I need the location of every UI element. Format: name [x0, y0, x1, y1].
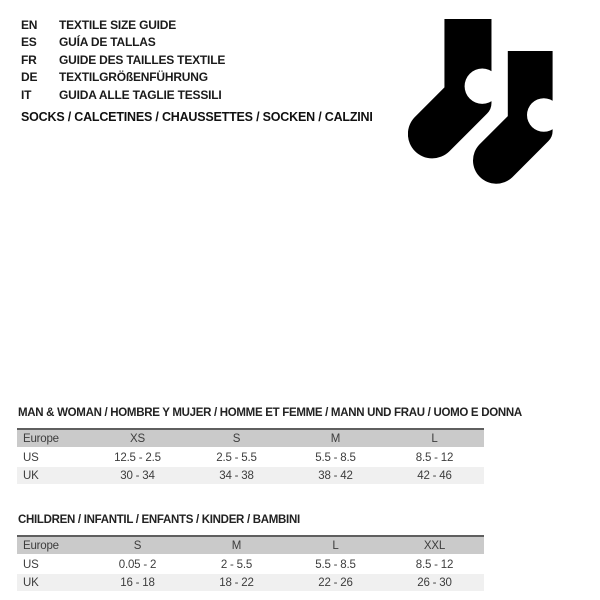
language-code: IT: [21, 87, 32, 102]
guide-title-en: TEXTILE SIZE GUIDE: [59, 18, 177, 32]
row-label: US: [17, 449, 88, 467]
row-label: UK: [17, 467, 88, 485]
column-header-size: M: [286, 430, 385, 449]
column-header-region: Europe: [17, 430, 88, 449]
list-item: [21, 69, 225, 86]
size-value: 34 - 38: [187, 467, 286, 485]
column-header-size: XS: [88, 430, 187, 449]
row-label: UK: [17, 574, 88, 592]
category-heading-socks: SOCKS / CALCETINES / CHAUSSETTES / SOCKEN / CALZINI: [21, 110, 373, 124]
table-row: [17, 467, 484, 485]
size-value: 8.5 - 12: [385, 449, 484, 467]
size-table-section-men-women: [17, 406, 522, 485]
guide-title-es: GUÍA DE TALLAS: [59, 35, 156, 50]
socks-icon: [408, 11, 598, 201]
size-value: 18 - 22: [187, 574, 286, 592]
table-title-children: CHILDREN / INFANTIL / ENFANTS / KINDER / BAMBINI: [18, 514, 300, 526]
size-value: 5.5 - 8.5: [286, 449, 385, 467]
language-code: EN: [21, 18, 38, 32]
guide-title-fr: GUIDE DES TAILLES TEXTILE: [59, 52, 226, 67]
column-header-size: L: [385, 430, 484, 449]
guide-title-de: TEXTILGRÖßENFÜHRUNG: [59, 70, 208, 85]
table-row: [17, 556, 484, 574]
size-value: 42 - 46: [385, 467, 484, 485]
size-value: 2 - 5.5: [187, 556, 286, 574]
language-code: DE: [21, 70, 38, 85]
column-header-size: S: [187, 430, 286, 449]
language-title-list: [21, 17, 225, 104]
language-code: ES: [21, 35, 37, 50]
table-title-men-women: MAN & WOMAN / HOMBRE Y MUJER / HOMME ET FEMME / MANN UND FRAU / UOMO E DONNA: [18, 407, 522, 419]
column-header-size: S: [88, 537, 187, 556]
size-value: 0.05 - 2: [88, 556, 187, 574]
size-table-men-women: [17, 428, 484, 485]
table-row: [17, 574, 484, 592]
list-item: [21, 17, 225, 34]
size-value: 38 - 42: [286, 467, 385, 485]
row-label: US: [17, 556, 88, 574]
table-row: [17, 449, 484, 467]
column-header-size: XXL: [385, 537, 484, 556]
size-value: 12.5 - 2.5: [88, 449, 187, 467]
size-value: 5.5 - 8.5: [286, 556, 385, 574]
size-table-section-children: [17, 513, 484, 592]
column-header-size: L: [286, 537, 385, 556]
size-value: 26 - 30: [385, 574, 484, 592]
size-table-children: [17, 535, 484, 592]
size-value: 2.5 - 5.5: [187, 449, 286, 467]
table-header-row: [17, 430, 484, 449]
column-header-region: Europe: [17, 537, 88, 556]
list-item: [21, 52, 225, 69]
size-value: 16 - 18: [88, 574, 187, 592]
size-value: 22 - 26: [286, 574, 385, 592]
language-code: FR: [21, 52, 37, 67]
list-item: [21, 34, 225, 51]
list-item: [21, 87, 225, 104]
size-value: 30 - 34: [88, 467, 187, 485]
column-header-size: M: [187, 537, 286, 556]
guide-title-it: GUIDA ALLE TAGLIE TESSILI: [59, 87, 222, 102]
table-header-row: [17, 537, 484, 556]
size-value: 8.5 - 12: [385, 556, 484, 574]
